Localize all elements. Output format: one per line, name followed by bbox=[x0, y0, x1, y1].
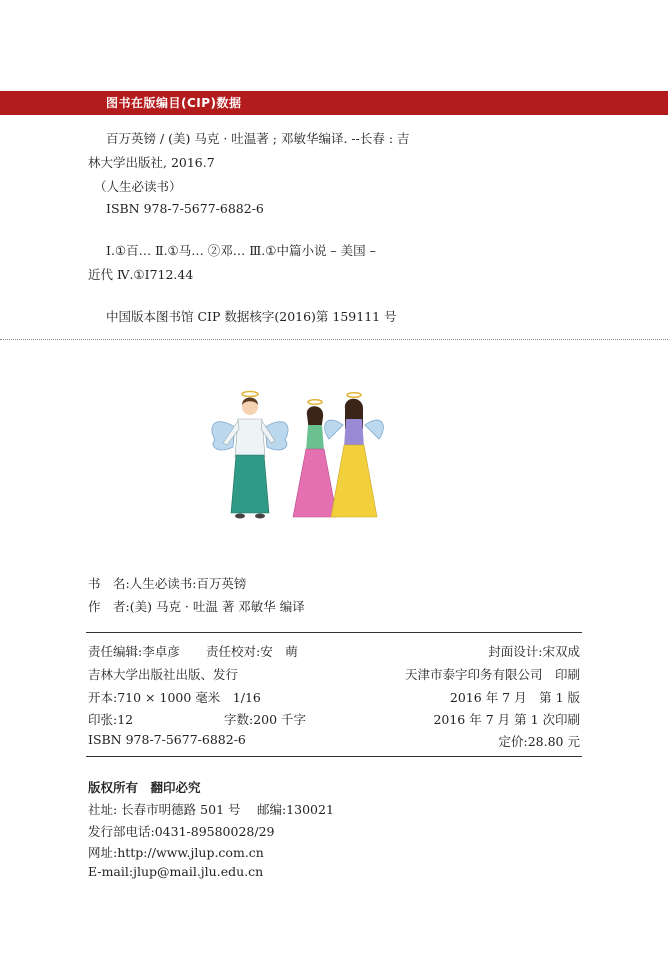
credits-row-2 bbox=[88, 665, 580, 683]
price: 定价:28.80 元 bbox=[498, 734, 580, 749]
book-author-line: 作 者:(美) 马克 · 吐温 著 邓敏华 编译 bbox=[88, 599, 305, 614]
edition: 2016 年 7 月 第 1 版 bbox=[449, 690, 580, 705]
website-link[interactable]: 网址:http://www.jlup.com.cn bbox=[88, 845, 264, 860]
publisher-address: 社址: 长春市明德路 501 号 邮编:130021 bbox=[88, 802, 334, 817]
book-title-line: 书 名:人生必读书:百万英镑 bbox=[88, 576, 247, 591]
cip-banner bbox=[0, 91, 668, 115]
credits-row-5 bbox=[88, 732, 580, 750]
cover-design: 封面设计:宋双成 bbox=[488, 644, 580, 659]
credits-row-1 bbox=[88, 642, 580, 660]
credits-top-rule bbox=[86, 632, 582, 633]
pink-angel bbox=[293, 400, 337, 517]
printing: 2016 年 7 月 第 1 次印刷 bbox=[433, 712, 580, 727]
copyright-notice: 版权所有 翻印必究 bbox=[88, 780, 201, 795]
printer: 天津市泰宇印务有限公司 印刷 bbox=[404, 667, 580, 682]
angels-illustration bbox=[205, 385, 405, 530]
cip-line-1: 百万英镑 / (美) 马克 · 吐温著 ; 邓敏华编译. --长春 : 吉 bbox=[106, 131, 410, 146]
cip-line-2: 林大学出版社, 2016.7 bbox=[88, 155, 215, 170]
isbn: ISBN 978-7-5677-6882-6 bbox=[88, 732, 246, 747]
credits-bottom-rule bbox=[86, 756, 582, 757]
cip-line-3: （人生必读书） bbox=[94, 179, 182, 194]
proofreader: 责任校对:安 萌 bbox=[206, 644, 298, 659]
word-count: 字数:200 千字 bbox=[224, 712, 307, 727]
dotted-divider bbox=[0, 339, 668, 340]
editor: 责任编辑:李卓彦 bbox=[88, 644, 180, 659]
cip-line-classification-cont: 近代 Ⅳ.①I712.44 bbox=[88, 267, 194, 282]
format: 开本:710 × 1000 毫米 1/16 bbox=[88, 690, 261, 705]
sales-phone: 发行部电话:0431-89580028/29 bbox=[88, 824, 275, 839]
cip-banner-title: 图书在版编目(CIP)数据 bbox=[106, 96, 242, 110]
cip-line-cip-number: 中国版本图书馆 CIP 数据核字(2016)第 159111 号 bbox=[106, 309, 397, 324]
publisher: 吉林大学出版社出版、发行 bbox=[88, 667, 239, 682]
man-angel bbox=[212, 392, 288, 519]
sheets: 印张:12 bbox=[88, 712, 134, 727]
email-link[interactable]: E-mail:jlup@mail.jlu.edu.cn bbox=[88, 864, 264, 879]
cip-line-isbn: ISBN 978-7-5677-6882-6 bbox=[106, 201, 264, 216]
credits-row-4 bbox=[88, 710, 580, 728]
credits-row-3 bbox=[88, 688, 580, 706]
cip-line-classification: Ⅰ.①百… Ⅱ.①马… ②邓… Ⅲ.①中篇小说 – 美国 – bbox=[106, 243, 376, 258]
